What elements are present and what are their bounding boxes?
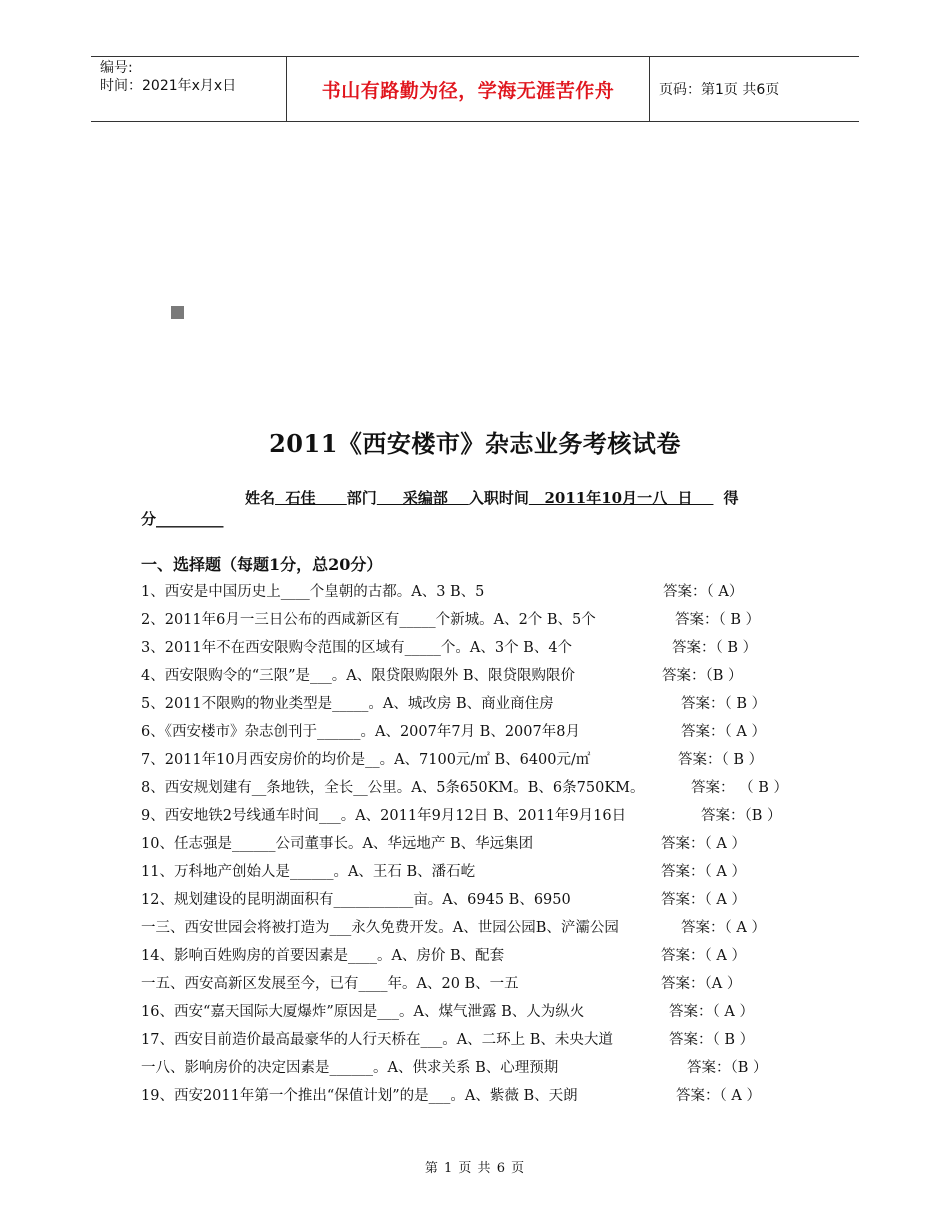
header-meta bbox=[91, 57, 287, 121]
question-text: 6、《西安楼市》杂志创刊于______。A、2007年7月 B、2007年8月 bbox=[141, 724, 580, 740]
question-answer: 答案：（B ） bbox=[662, 668, 743, 684]
question-item bbox=[141, 608, 841, 636]
score-blank: _________ bbox=[156, 510, 224, 528]
header-time-label: 时间：2021年x月x日 bbox=[100, 78, 237, 94]
question-answer: 答案： （ B ） bbox=[691, 780, 788, 796]
join-date-value: 2011年10月一八 日 bbox=[528, 489, 714, 507]
question-answer: 答案：（ A ） bbox=[661, 948, 746, 964]
question-answer: 答案：（ A ） bbox=[681, 724, 766, 740]
question-item bbox=[141, 916, 841, 944]
question-text: 1、西安是中国历史上____个皇朝的古都。A、3 B、5 bbox=[141, 584, 485, 600]
question-text: 2、2011年6月一三日公布的西咸新区有_____个新城。A、2个 B、5个 bbox=[141, 612, 596, 628]
question-answer: 答案：（ B ） bbox=[675, 612, 761, 628]
question-answer: 答案：（ A ） bbox=[669, 1004, 754, 1020]
section-title: 一、选择题（每题1分，总20分） bbox=[141, 555, 383, 574]
question-answer: 答案：（A ） bbox=[661, 976, 742, 992]
question-answer: 答案：（ A ） bbox=[661, 892, 746, 908]
score-label: 得 bbox=[723, 489, 739, 507]
question-text: 8、西安规划建有__条地铁，全长__公里。A、5条650KM。B、6条750KM。 bbox=[141, 780, 645, 796]
question-text: 7、2011年10月西安房价的均价是__。A、7100元/㎡ B、6400元/㎡ bbox=[141, 752, 591, 768]
question-item bbox=[141, 944, 841, 972]
question-text: 11、万科地产创始人是______。A、王石 B、潘石屹 bbox=[141, 864, 476, 880]
question-answer: 答案：（ A ） bbox=[676, 1088, 761, 1104]
header-number-label: 编号: bbox=[100, 60, 133, 76]
question-item bbox=[141, 720, 841, 748]
question-item bbox=[141, 1028, 841, 1056]
question-item bbox=[141, 1056, 841, 1084]
question-text: 17、西安目前造价最高最豪华的人行天桥在___。A、二环上 B、未央大道 bbox=[141, 1032, 613, 1048]
question-answer: 答案：（ A） bbox=[663, 584, 744, 600]
question-item bbox=[141, 1000, 841, 1028]
question-answer: 答案：（B ） bbox=[701, 808, 782, 824]
name-label: 姓名 bbox=[245, 489, 276, 507]
question-item bbox=[141, 860, 841, 888]
question-text: 9、西安地铁2号线通车时间___。A、2011年9月12日 B、2011年9月16日 bbox=[141, 808, 627, 824]
question-item bbox=[141, 832, 841, 860]
name-value: 石佳 bbox=[275, 489, 347, 507]
question-text: 一三、西安世园会将被打造为___永久免费开发。A、世园公园B、浐灞公园 bbox=[141, 920, 619, 936]
question-text: 一五、西安高新区发展至今，已有____年。A、20 B、一五 bbox=[141, 976, 519, 992]
question-item bbox=[141, 664, 841, 692]
question-answer: 答案：（ A ） bbox=[661, 836, 746, 852]
examinee-info bbox=[141, 488, 821, 530]
question-item bbox=[141, 972, 841, 1000]
document-title: 2011《西安楼市》杂志业务考核试卷 bbox=[269, 429, 681, 458]
header-motto: 书山有路勤为径，学海无涯苦作舟 bbox=[287, 57, 650, 121]
page-footer: 第 1 页 共 6 页 bbox=[424, 1161, 526, 1176]
question-item bbox=[141, 888, 841, 916]
question-item bbox=[141, 748, 841, 776]
question-list bbox=[141, 580, 841, 1112]
question-item bbox=[141, 636, 841, 664]
question-item bbox=[141, 580, 841, 608]
header-page-info: 页码：第1页 共6页 bbox=[659, 82, 780, 98]
question-text: 12、规划建设的昆明湖面积有___________亩。A、6945 B、6950 bbox=[141, 892, 571, 908]
question-text: 4、西安限购令的“三限”是___。A、限贷限购限外 B、限贷限购限价 bbox=[141, 668, 576, 684]
question-text: 19、西安2011年第一个推出“保值计划”的是___。A、紫薇 B、天朗 bbox=[141, 1088, 578, 1104]
page-header bbox=[91, 56, 859, 122]
question-text: 一八、影响房价的决定因素是______。A、供求关系 B、心理预期 bbox=[141, 1060, 559, 1076]
question-answer: 答案：（B ） bbox=[687, 1060, 768, 1076]
question-answer: 答案：（ B ） bbox=[681, 696, 767, 712]
dept-label: 部门 bbox=[346, 489, 377, 507]
score-label-2: 分 bbox=[141, 510, 157, 528]
question-item bbox=[141, 692, 841, 720]
question-item bbox=[141, 776, 841, 804]
question-answer: 答案：（ A ） bbox=[661, 864, 746, 880]
dept-value: 采编部 bbox=[376, 489, 469, 507]
question-text: 10、任志强是______公司董事长。A、华远地产 B、华远集团 bbox=[141, 836, 534, 852]
question-answer: 答案：（ B ） bbox=[672, 640, 758, 656]
question-text: 14、影响百姓购房的首要因素是____。A、房价 B、配套 bbox=[141, 948, 505, 964]
question-text: 16、西安“嘉天国际大厦爆炸”原因是___。A、煤气泄露 B、人为纵火 bbox=[141, 1004, 585, 1020]
question-text: 5、2011不限购的物业类型是_____。A、城改房 B、商业商住房 bbox=[141, 696, 554, 712]
question-answer: 答案：（ A ） bbox=[681, 920, 766, 936]
join-date-label: 入职时间 bbox=[468, 489, 529, 507]
question-item bbox=[141, 804, 841, 832]
square-bullet-icon bbox=[171, 306, 184, 319]
question-answer: 答案：（ B ） bbox=[678, 752, 764, 768]
question-item bbox=[141, 1084, 841, 1112]
question-answer: 答案：（ B ） bbox=[669, 1032, 755, 1048]
question-text: 3、2011年不在西安限购令范围的区域有_____个。A、3个 B、4个 bbox=[141, 640, 573, 656]
